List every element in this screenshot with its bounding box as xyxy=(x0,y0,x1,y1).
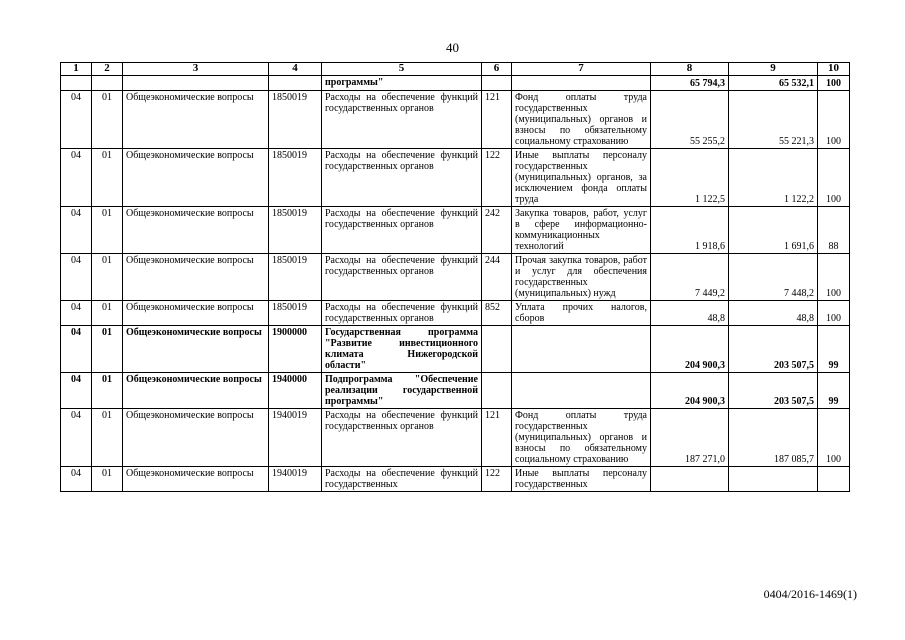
cell-name: Общеэкономические вопросы xyxy=(123,326,269,373)
cell-planned: 7 449,2 xyxy=(651,254,729,301)
cell-percent: 99 xyxy=(818,373,850,409)
table-body xyxy=(61,76,850,492)
cell-actual: 1 691,6 xyxy=(729,207,818,254)
cell-section: 04 xyxy=(61,467,92,492)
cell-description: Расходы на обеспечение функций государственных органов xyxy=(322,149,482,207)
cell-name: Общеэкономические вопросы xyxy=(123,207,269,254)
cell-subsection: 01 xyxy=(92,467,123,492)
cell-percent: 100 xyxy=(818,254,850,301)
cell-description: Расходы на обеспечение функций государственных xyxy=(322,467,482,492)
cell-target-code: 1850019 xyxy=(269,149,322,207)
cell-planned: 65 794,3 xyxy=(651,76,729,91)
cell-name: Общеэкономические вопросы xyxy=(123,254,269,301)
table-row xyxy=(61,91,850,149)
cell-subsection xyxy=(92,76,123,91)
cell-section: 04 xyxy=(61,149,92,207)
cell-target-code: 1940000 xyxy=(269,373,322,409)
column-header: 8 xyxy=(651,63,729,76)
cell-planned: 204 900,3 xyxy=(651,326,729,373)
column-header: 1 xyxy=(61,63,92,76)
column-header: 3 xyxy=(123,63,269,76)
cell-planned: 1 122,5 xyxy=(651,149,729,207)
cell-subsection: 01 xyxy=(92,326,123,373)
cell-planned: 187 271,0 xyxy=(651,409,729,467)
column-header: 7 xyxy=(512,63,651,76)
budget-table xyxy=(60,62,850,492)
cell-description: Подпрограмма "Обеспечение реализации государственной программы" xyxy=(322,373,482,409)
cell-expense-code: 122 xyxy=(482,149,512,207)
cell-actual: 187 085,7 xyxy=(729,409,818,467)
cell-percent: 100 xyxy=(818,301,850,326)
column-header: 5 xyxy=(322,63,482,76)
cell-percent: 100 xyxy=(818,409,850,467)
cell-actual: 1 122,2 xyxy=(729,149,818,207)
cell-expense-code: 121 xyxy=(482,91,512,149)
cell-section: 04 xyxy=(61,409,92,467)
cell-planned: 48,8 xyxy=(651,301,729,326)
column-header: 2 xyxy=(92,63,123,76)
cell-target-code xyxy=(269,76,322,91)
table-header xyxy=(61,63,850,76)
cell-expense-code xyxy=(482,326,512,373)
cell-section: 04 xyxy=(61,326,92,373)
cell-expense-name xyxy=(512,373,651,409)
cell-expense-code: 852 xyxy=(482,301,512,326)
cell-name: Общеэкономические вопросы xyxy=(123,91,269,149)
cell-target-code: 1940019 xyxy=(269,409,322,467)
cell-expense-code xyxy=(482,373,512,409)
table-row xyxy=(61,149,850,207)
table-row xyxy=(61,301,850,326)
cell-name: Общеэкономические вопросы xyxy=(123,467,269,492)
cell-target-code: 1850019 xyxy=(269,254,322,301)
cell-description: Расходы на обеспечение функций государственных органов xyxy=(322,207,482,254)
cell-name xyxy=(123,76,269,91)
cell-expense-name xyxy=(512,326,651,373)
cell-name: Общеэкономические вопросы xyxy=(123,149,269,207)
cell-percent: 99 xyxy=(818,326,850,373)
cell-planned: 55 255,2 xyxy=(651,91,729,149)
cell-actual: 203 507,5 xyxy=(729,326,818,373)
table-row xyxy=(61,254,850,301)
cell-expense-code: 244 xyxy=(482,254,512,301)
cell-subsection: 01 xyxy=(92,254,123,301)
cell-expense-name: Иные выплаты персоналу государственных (муниципальных) органов, за исключением фонда оплаты труда xyxy=(512,149,651,207)
cell-description: Расходы на обеспечение функций государственных органов xyxy=(322,254,482,301)
cell-planned: 204 900,3 xyxy=(651,373,729,409)
cell-planned xyxy=(651,467,729,492)
cell-name: Общеэкономические вопросы xyxy=(123,301,269,326)
cell-expense-code: 121 xyxy=(482,409,512,467)
cell-expense-name: Иные выплаты персоналу государственных xyxy=(512,467,651,492)
cell-subsection: 01 xyxy=(92,207,123,254)
cell-section: 04 xyxy=(61,301,92,326)
cell-expense-name: Уплата прочих налогов, сборов xyxy=(512,301,651,326)
column-header: 4 xyxy=(269,63,322,76)
table-row xyxy=(61,373,850,409)
document-code: 0404/2016-1469(1) xyxy=(763,587,857,601)
header-row xyxy=(61,63,850,76)
cell-subsection: 01 xyxy=(92,409,123,467)
cell-target-code: 1900000 xyxy=(269,326,322,373)
cell-description: Расходы на обеспечение функций государственных органов xyxy=(322,301,482,326)
cell-subsection: 01 xyxy=(92,301,123,326)
cell-subsection: 01 xyxy=(92,373,123,409)
cell-description: программы" xyxy=(322,76,482,91)
cell-section: 04 xyxy=(61,91,92,149)
table-row xyxy=(61,207,850,254)
cell-subsection: 01 xyxy=(92,91,123,149)
page-number: 40 xyxy=(446,40,459,55)
table-row xyxy=(61,409,850,467)
cell-target-code: 1850019 xyxy=(269,91,322,149)
cell-expense-name: Фонд оплаты труда государственных (муниципальных) органов и взносы по обязательному социальному страхованию xyxy=(512,91,651,149)
cell-target-code: 1940019 xyxy=(269,467,322,492)
cell-name: Общеэкономические вопросы xyxy=(123,409,269,467)
cell-section: 04 xyxy=(61,373,92,409)
table-row xyxy=(61,467,850,492)
cell-expense-name xyxy=(512,76,651,91)
cell-percent: 100 xyxy=(818,76,850,91)
cell-target-code: 1850019 xyxy=(269,301,322,326)
column-header: 10 xyxy=(818,63,850,76)
cell-name: Общеэкономические вопросы xyxy=(123,373,269,409)
cell-percent: 100 xyxy=(818,91,850,149)
column-header: 9 xyxy=(729,63,818,76)
cell-actual: 7 448,2 xyxy=(729,254,818,301)
cell-section: 04 xyxy=(61,254,92,301)
cell-description: Расходы на обеспечение функций государственных органов xyxy=(322,409,482,467)
cell-expense-name: Закупка товаров, работ, услуг в сфере информационно-коммуникационных технологий xyxy=(512,207,651,254)
cell-section xyxy=(61,76,92,91)
continuation-row xyxy=(61,76,850,91)
cell-expense-code xyxy=(482,76,512,91)
cell-percent: 100 xyxy=(818,149,850,207)
cell-description: Государственная программа "Развитие инвестиционного климата Нижегородской области" xyxy=(322,326,482,373)
cell-expense-code: 242 xyxy=(482,207,512,254)
cell-percent: 88 xyxy=(818,207,850,254)
cell-description: Расходы на обеспечение функций государственных органов xyxy=(322,91,482,149)
column-header: 6 xyxy=(482,63,512,76)
cell-actual: 65 532,1 xyxy=(729,76,818,91)
cell-subsection: 01 xyxy=(92,149,123,207)
cell-expense-code: 122 xyxy=(482,467,512,492)
cell-actual xyxy=(729,467,818,492)
cell-actual: 55 221,3 xyxy=(729,91,818,149)
cell-expense-name: Прочая закупка товаров, работ и услуг для обеспечения государственных (муниципальных) нужд xyxy=(512,254,651,301)
cell-section: 04 xyxy=(61,207,92,254)
cell-expense-name: Фонд оплаты труда государственных (муниципальных) органов и взносы по обязательному социальному страхованию xyxy=(512,409,651,467)
cell-percent xyxy=(818,467,850,492)
cell-actual: 203 507,5 xyxy=(729,373,818,409)
cell-target-code: 1850019 xyxy=(269,207,322,254)
table-row xyxy=(61,326,850,373)
cell-planned: 1 918,6 xyxy=(651,207,729,254)
cell-actual: 48,8 xyxy=(729,301,818,326)
